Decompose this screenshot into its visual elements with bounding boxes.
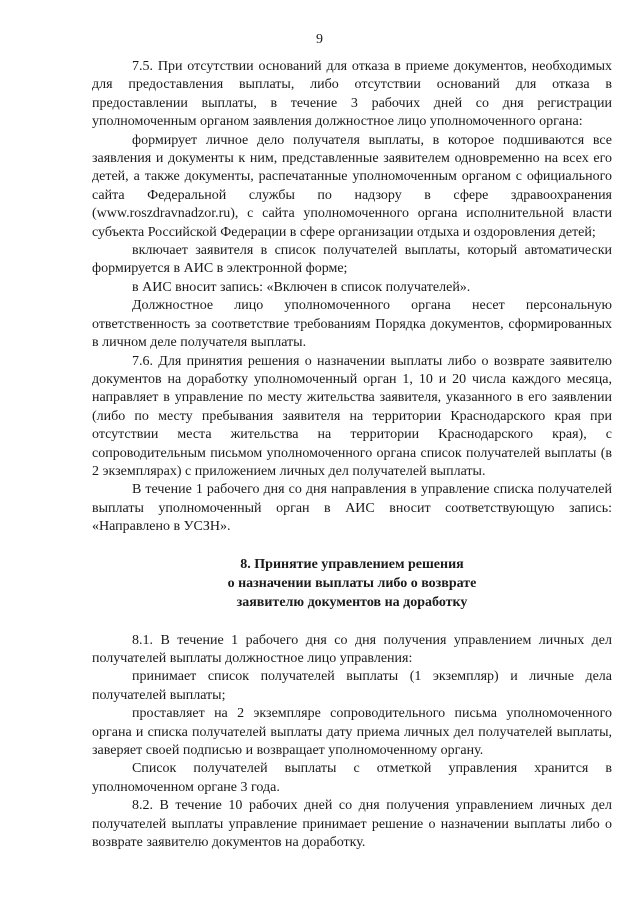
paragraph-7-5: 7.5. При отсутствии оснований для отказа в приеме документов, необходимых для предоставления выплаты, либо отсутствии оснований для отказа в предоставлении выплаты, в течение 3 рабочих дней со дня регистрации уполномоченным органом заявления должностное лицо уполномоченного органа: xyxy=(92,59,612,130)
paragraph-stamps-date: проставляет на 2 экземпляре сопроводительного письма уполномоченного органа и списка получателей выплаты дату приема личных дел получателей выплаты, заверяет своей подписью и возвращает уполномоченному органу. xyxy=(92,706,612,758)
paragraph-storage: Список получателей выплаты с отметкой управления хранится в уполномоченном органе 3 года. xyxy=(92,761,612,795)
paragraph-ais-record-included: в АИС вносит запись: «Включен в список получателей». xyxy=(132,279,471,295)
paragraph-7-6: 7.6. Для принятия решения о назначении выплаты либо о возврате заявителю документов на доработку уполномоченный орган 1, 10 и 20 числа каждого месяца, направляет в управление по месту жительства заявителя, указанного в его заявлении (либо по месту пребывания заявителя на территории Краснодарского края при отсутствии места жительства на территории Краснодарского края), с сопроводительным письмом уполномоченного органа список получателей выплаты (в 2 экземплярах) с приложением личных дел получателей выплаты. xyxy=(92,353,612,479)
paragraph-8-2: 8.2. В течение 10 рабочих дней со дня получения управлением личных дел получателей выплаты управление принимает решение о назначении выплаты либо о возврате заявителю документов на доработку. xyxy=(92,798,612,851)
section-heading-line-1: 8. Принятие управлением решения xyxy=(240,556,464,572)
paragraph-include-in-list: включает заявителя в список получателей выплаты, который автоматически формируется в АИС в электронной форме; xyxy=(92,243,612,277)
paragraph-ais-record-sent: В течение 1 рабочего дня со дня направления в управление списка получателей выплаты уполномоченный орган в АИС вносит соответствующую запись: «Направлено в УСЗН». xyxy=(92,482,612,535)
document-body xyxy=(92,58,612,852)
section-heading-line-2: о назначении выплаты либо о возврате xyxy=(227,575,477,591)
paragraph-responsibility: Должностное лицо уполномоченного органа несет персональную ответственность за соответствие требованиям Порядка документов, сформированных в личном деле получателя выплаты. xyxy=(92,298,612,351)
page-number: 9 xyxy=(316,32,323,47)
paragraph-8-1: 8.1. В течение 1 рабочего дня со дня получения управлением личных дел получателей выплаты должностное лицо управления: xyxy=(92,632,612,666)
paragraph-personal-file: формирует личное дело получателя выплаты, в которое подшиваются все заявления и документы к ним, представленные заявителем одновременно на всех его детей, а также документы, распечатанные уполномоченным органом с официального сайта Федеральной службы по надзору в сфере здравоохранения (www.roszdravnadzor.ru), с сайта уполномоченного органа исполнительной власти субъекта Российской Федерации в сфере организации отдыха и оздоровления детей; xyxy=(92,132,612,240)
section-8-heading xyxy=(92,555,612,612)
section-heading-line-3: заявителю документов на доработку xyxy=(236,594,468,610)
paragraph-accepts-list: принимает список получателей выплаты (1 экземпляр) и личные дела получателей выплаты; xyxy=(92,669,612,703)
